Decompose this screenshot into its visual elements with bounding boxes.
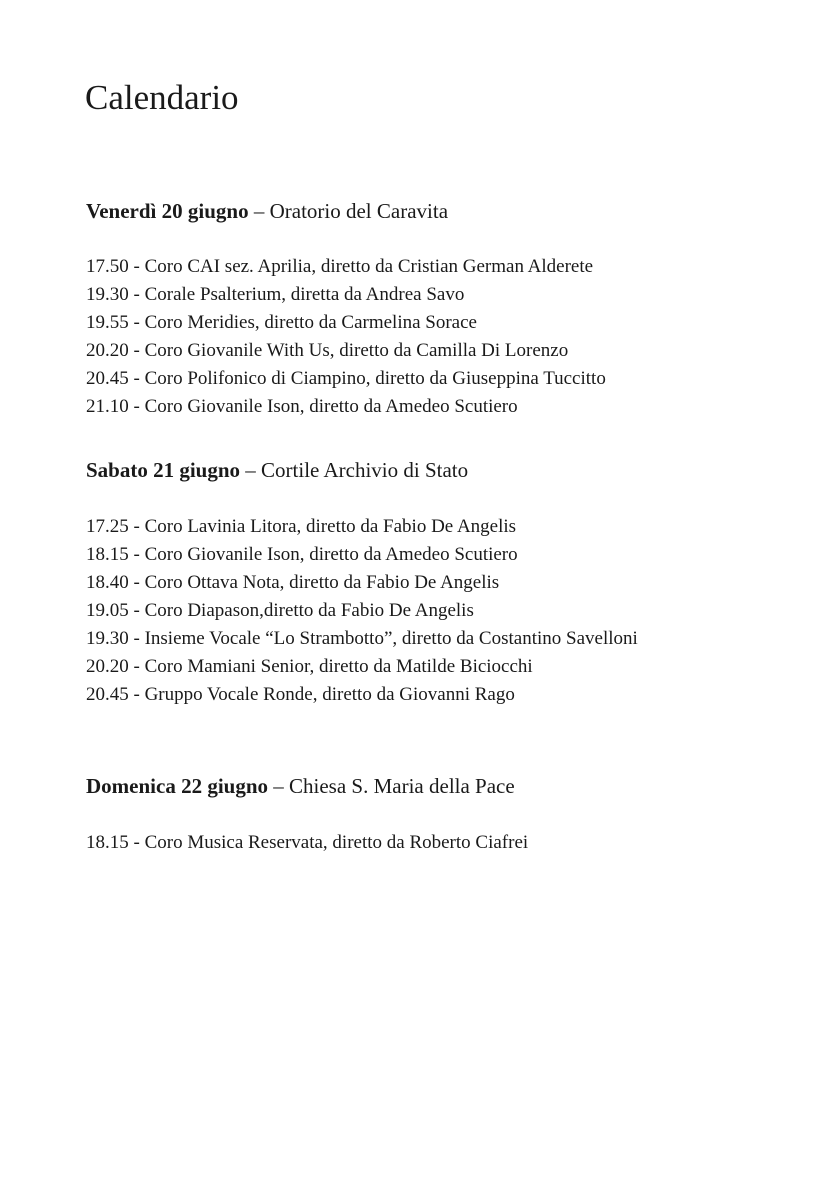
event-item: 20.20 - Coro Mamiani Senior, diretto da Matilde Biciocchi xyxy=(86,656,533,677)
event-item: 20.45 - Coro Polifonico di Ciampino, diretto da Giuseppina Tuccitto xyxy=(86,368,606,389)
event-item: 17.50 - Coro CAI sez. Aprilia, diretto da Cristian German Alderete xyxy=(86,256,594,277)
day-venue: Oratorio del Caravita xyxy=(269,199,449,223)
day-separator: – xyxy=(240,458,262,482)
day-date: Venerdì 20 giugno xyxy=(86,199,249,223)
day-separator: – xyxy=(268,774,290,798)
day-venue: Cortile Archivio di Stato xyxy=(261,458,469,482)
event-item: 17.25 - Coro Lavinia Litora, diretto da Fabio De Angelis xyxy=(86,516,517,537)
day-heading xyxy=(86,198,448,224)
event-item: 19.30 - Corale Psalterium, diretta da Andrea Savo xyxy=(86,284,465,305)
event-item: 18.40 - Coro Ottava Nota, diretto da Fabio De Angelis xyxy=(86,572,500,593)
page-title: Calendario xyxy=(85,78,239,117)
event-item: 19.30 - Insieme Vocale “Lo Strambotto”, diretto da Costantino Savelloni xyxy=(86,628,638,649)
event-item: 20.20 - Coro Giovanile With Us, diretto da Camilla Di Lorenzo xyxy=(86,340,569,361)
event-item: 20.45 - Gruppo Vocale Ronde, diretto da Giovanni Rago xyxy=(86,684,515,705)
event-item: 18.15 - Coro Musica Reservata, diretto da Roberto Ciafrei xyxy=(86,832,529,853)
event-list xyxy=(86,829,528,857)
day-separator: – xyxy=(248,199,270,223)
event-list xyxy=(86,253,606,421)
day-venue: Chiesa S. Maria della Pace xyxy=(289,774,515,798)
event-item: 19.55 - Coro Meridies, diretto da Carmelina Sorace xyxy=(86,312,477,333)
event-item: 21.10 - Coro Giovanile Ison, diretto da Amedeo Scutiero xyxy=(86,396,518,417)
day-date: Domenica 22 giugno xyxy=(86,774,269,798)
day-heading xyxy=(86,457,468,483)
event-item: 19.05 - Coro Diapason,diretto da Fabio De Angelis xyxy=(86,600,474,621)
event-list xyxy=(86,513,638,709)
day-date: Sabato 21 giugno xyxy=(86,458,241,482)
event-item: 18.15 - Coro Giovanile Ison, diretto da Amedeo Scutiero xyxy=(86,544,518,565)
day-heading xyxy=(86,773,515,799)
